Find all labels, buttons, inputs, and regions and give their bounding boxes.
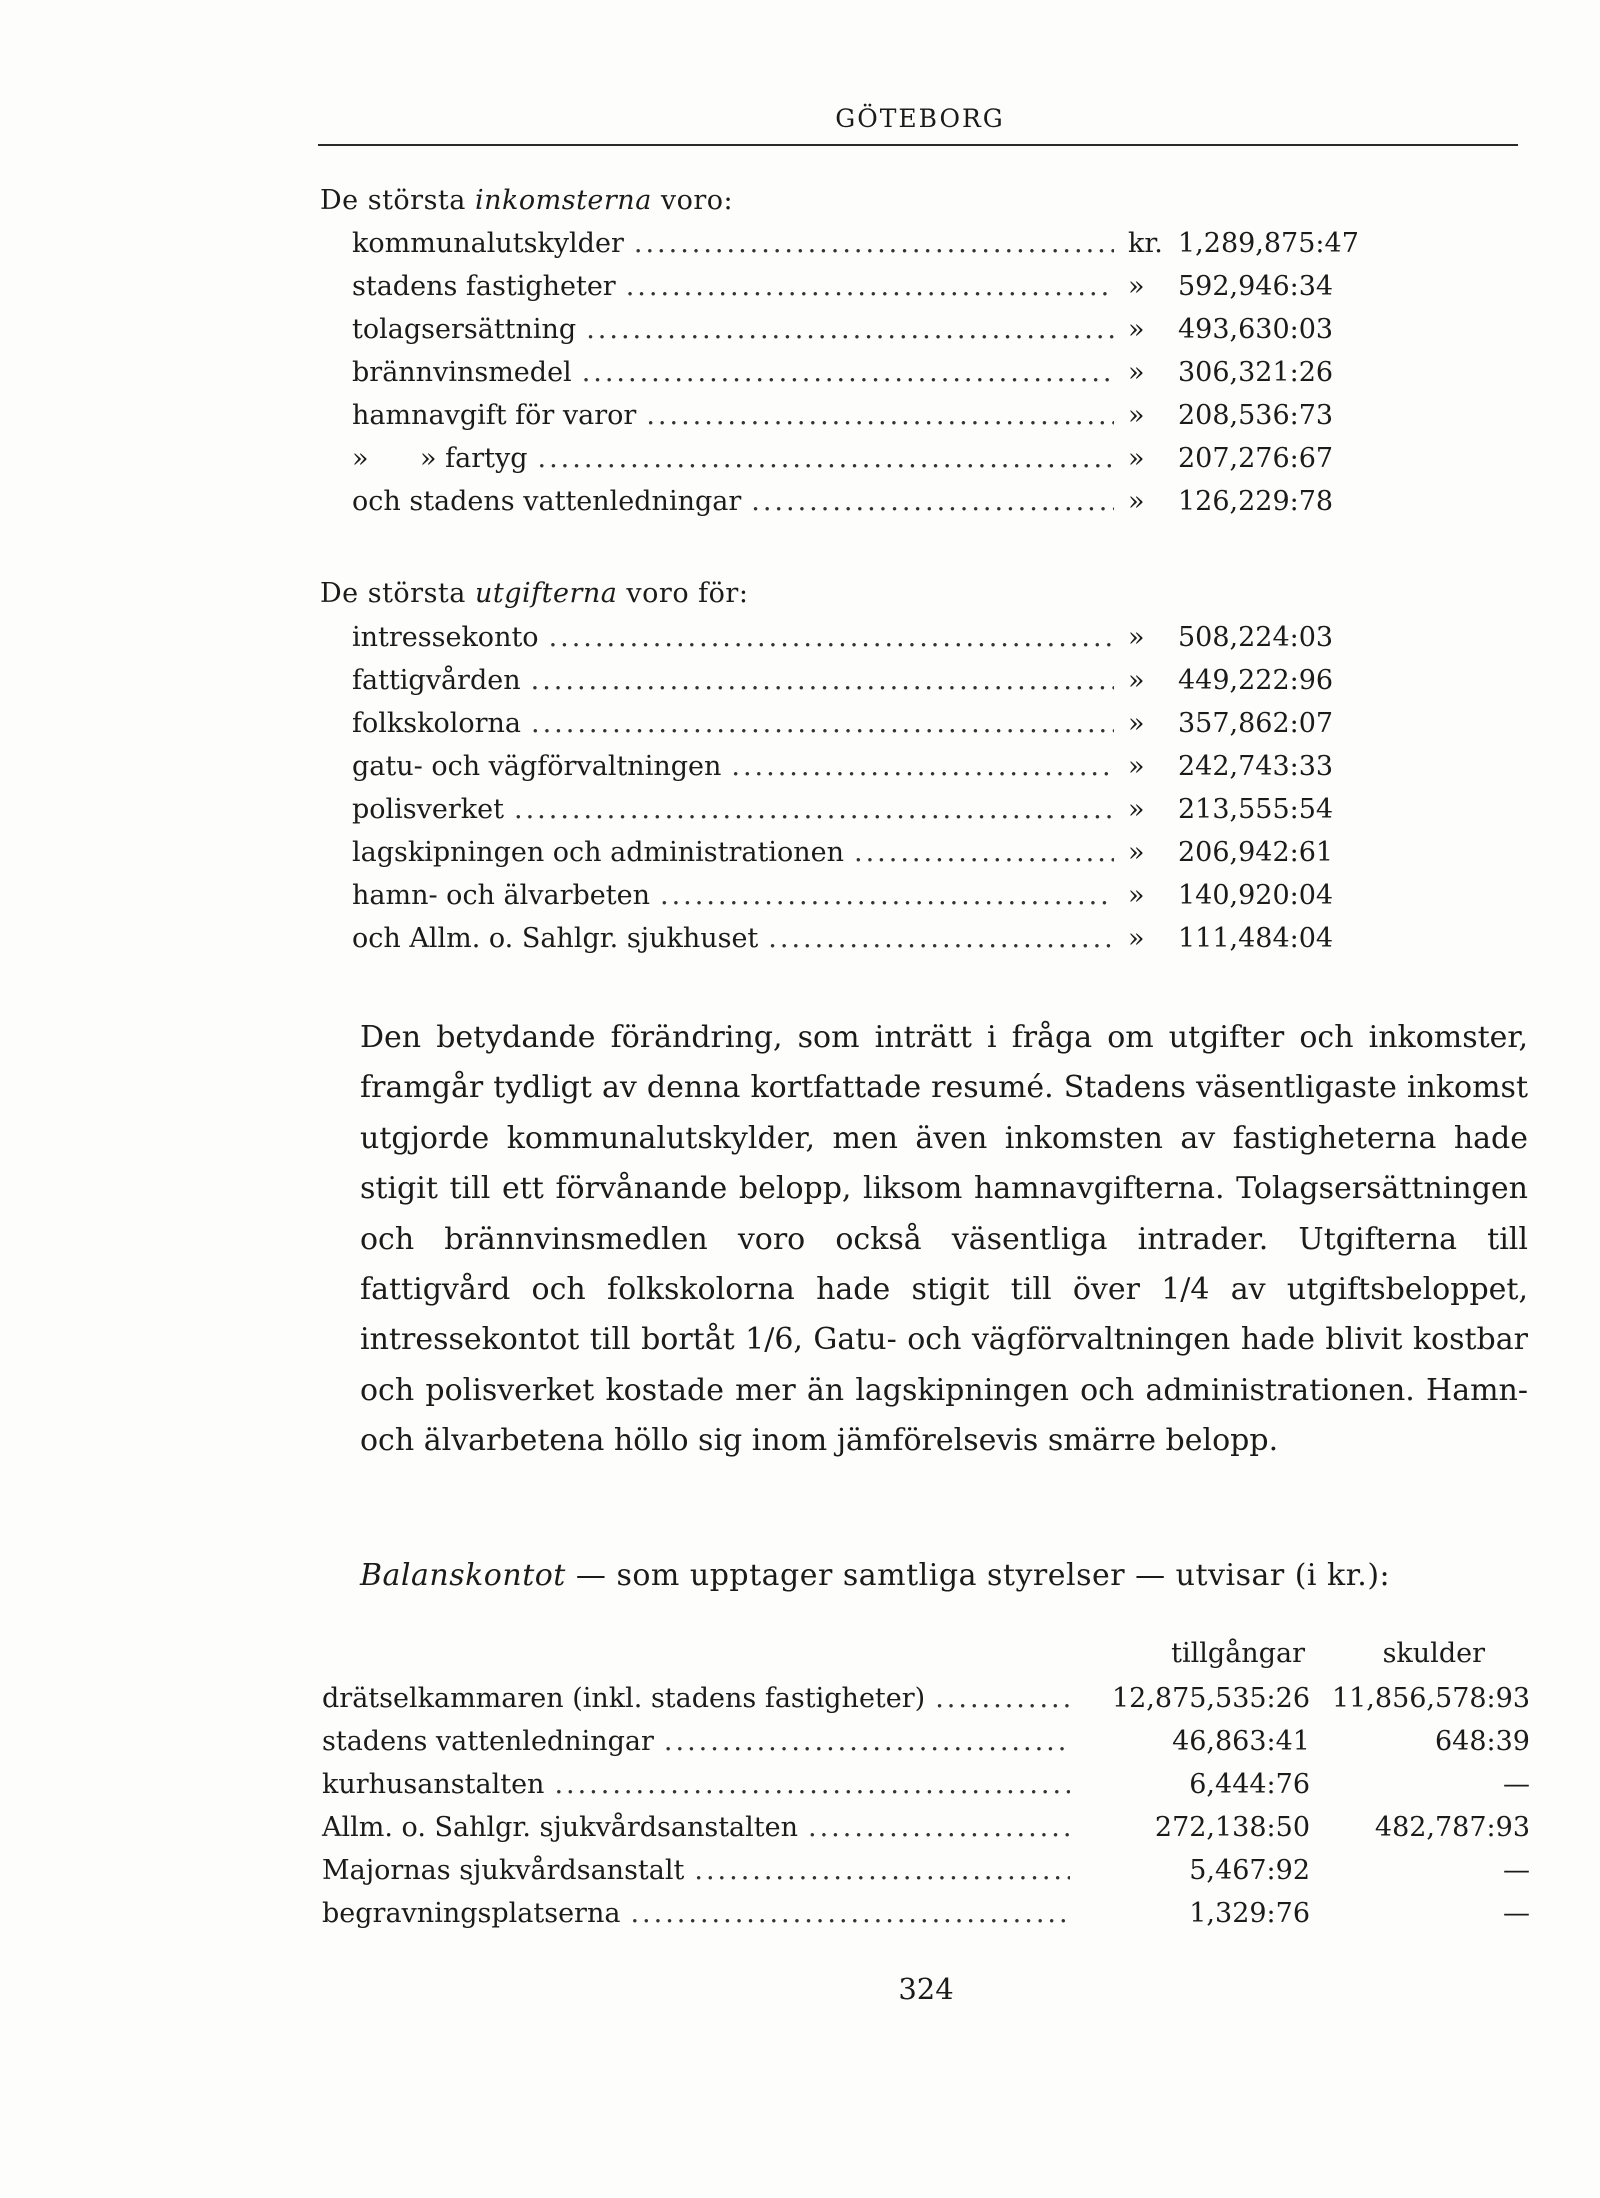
balance-row <box>322 1855 1530 1898</box>
balance-assets: 5,467:92 <box>1189 1855 1310 1886</box>
dot-leader <box>549 622 1114 653</box>
entry-label: och Allm. o. Sahlgr. sjukhuset <box>352 923 759 954</box>
entry-label: folkskolorna <box>352 708 522 739</box>
entry-unit: » <box>1128 622 1145 653</box>
dot-leader <box>664 1726 1070 1757</box>
balance-debts: 648:39 <box>1435 1726 1530 1757</box>
dot-leader <box>582 357 1114 388</box>
entry-label: hamnavgift för varor <box>352 400 637 431</box>
dot-leader <box>935 1683 1070 1714</box>
income-heading-post: voro: <box>651 185 734 216</box>
dot-leader <box>531 708 1114 739</box>
entry-amount: 140,920:04 <box>1178 880 1334 911</box>
income-entry <box>352 443 1334 486</box>
entry-unit: » <box>1128 923 1145 954</box>
balance-assets: 46,863:41 <box>1172 1726 1310 1757</box>
body-paragraph: Den betydande förändring, som inträtt i fråga om utgifter och inkomster, framgår tydligt av denna kortfattade resumé. Stadens väsentligaste inkomst utgjorde kommunalutskylder, men även inkomsten av fastigheterna hade stigit till ett förvånande belopp, liksom hamnavgifterna. Tolagsersättningen och brännvinsmedlen voro också väsentliga intrader. Utgifterna till fattigvård och folkskolorna hade stigit till över 1/4 av utgiftsbeloppet, intressekontot till bortåt 1/6, Gatu- och vägförvaltningen hade blivit kostbar och polisverket kostade mer än lagskipningen och administrationen. Hamn- och älvarbetena höllo sig inom jämförelsevis smärre belopp. <box>360 1020 1528 1459</box>
balance-row <box>322 1812 1530 1855</box>
entry-label: » » fartyg <box>352 443 528 474</box>
dot-leader <box>554 1769 1070 1800</box>
expense-entry <box>352 708 1334 751</box>
entry-label: intressekonto <box>352 622 539 653</box>
expense-entry <box>352 622 1334 665</box>
expenses-heading-pre: De största <box>320 578 475 609</box>
entry-amount: 206,942:61 <box>1178 837 1334 868</box>
expense-entry <box>352 923 1334 966</box>
entry-unit: » <box>1128 400 1145 431</box>
dot-leader <box>808 1812 1070 1843</box>
column-header-debts: skulder <box>1382 1638 1485 1669</box>
entry-amount: 208,536:73 <box>1178 400 1334 431</box>
dot-leader <box>751 486 1114 517</box>
balance-row <box>322 1726 1530 1769</box>
dot-leader <box>514 794 1114 825</box>
balance-intro-text: — som upptager samtliga styrelser — utvisar (i kr.): <box>565 1558 1391 1593</box>
entry-unit: kr. <box>1128 228 1163 259</box>
balance-label: Majornas sjukvårdsanstalt <box>322 1855 685 1886</box>
expenses-list <box>352 622 1334 966</box>
balance-debts: 482,787:93 <box>1374 1812 1530 1843</box>
entry-label: fattigvården <box>352 665 521 696</box>
entry-amount: 306,321:26 <box>1178 357 1334 388</box>
balance-debts: — <box>1503 1769 1530 1800</box>
header-rule <box>318 144 1518 146</box>
income-entry <box>352 228 1359 271</box>
balance-assets: 6,444:76 <box>1189 1769 1310 1800</box>
balance-label: kurhusanstalten <box>322 1769 545 1800</box>
dot-leader <box>646 400 1114 431</box>
balance-debts: 11,856,578:93 <box>1331 1683 1530 1714</box>
entry-unit: » <box>1128 357 1145 388</box>
income-entry <box>352 400 1334 443</box>
dot-leader <box>660 880 1114 911</box>
balance-debts: — <box>1503 1855 1530 1886</box>
entry-label: tolagsersättning <box>352 314 577 345</box>
column-header-assets: tillgångar <box>1171 1638 1305 1669</box>
entry-amount: 508,224:03 <box>1178 622 1334 653</box>
expense-entry <box>352 665 1334 708</box>
entry-label: hamn- och älvarbeten <box>352 880 651 911</box>
dot-leader <box>586 314 1114 345</box>
entry-label: kommunalutskylder <box>352 228 624 259</box>
income-heading-pre: De största <box>320 185 475 216</box>
dot-leader <box>538 443 1115 474</box>
expenses-heading-post: voro för: <box>617 578 749 609</box>
dot-leader <box>531 665 1114 696</box>
balance-label: Allm. o. Sahlgr. sjukvårdsanstalten <box>322 1812 799 1843</box>
expense-entry <box>352 751 1334 794</box>
balance-row <box>322 1898 1530 1941</box>
entry-unit: » <box>1128 443 1145 474</box>
dot-leader <box>630 1898 1070 1929</box>
entry-unit: » <box>1128 665 1145 696</box>
expenses-heading <box>320 578 748 609</box>
income-list <box>352 228 1359 529</box>
balance-assets: 12,875,535:26 <box>1111 1683 1310 1714</box>
income-heading <box>320 185 733 216</box>
entry-amount: 357,862:07 <box>1178 708 1334 739</box>
balance-intro <box>360 1558 1528 1593</box>
balance-assets: 272,138:50 <box>1154 1812 1310 1843</box>
entry-unit: » <box>1128 880 1145 911</box>
dot-leader <box>768 923 1114 954</box>
entry-label: lagskipningen och administrationen <box>352 837 844 868</box>
balance-label: drätselkammaren (inkl. stadens fastigheter) <box>322 1683 926 1714</box>
balance-table <box>322 1683 1530 1941</box>
balance-intro-emphasis: Balanskontot <box>360 1558 566 1593</box>
entry-amount: 111,484:04 <box>1178 923 1334 954</box>
entry-label: stadens fastigheter <box>352 271 616 302</box>
entry-amount: 592,946:34 <box>1178 271 1334 302</box>
entry-amount: 449,222:96 <box>1178 665 1334 696</box>
dot-leader <box>854 837 1114 868</box>
entry-unit: » <box>1128 271 1145 302</box>
income-entry <box>352 486 1334 529</box>
dot-leader <box>634 228 1114 259</box>
expense-entry <box>352 794 1334 837</box>
expense-entry <box>352 837 1334 880</box>
income-entry <box>352 271 1334 314</box>
income-entry <box>352 314 1334 357</box>
entry-unit: » <box>1128 486 1145 517</box>
entry-unit: » <box>1128 794 1145 825</box>
entry-amount: 493,630:03 <box>1178 314 1334 345</box>
entry-amount: 207,276:67 <box>1178 443 1334 474</box>
income-entry <box>352 357 1334 400</box>
income-heading-emphasis: inkomsterna <box>474 185 652 216</box>
expenses-heading-emphasis: utgifterna <box>474 578 618 609</box>
entry-label: polisverket <box>352 794 504 825</box>
balance-debts: — <box>1503 1898 1530 1929</box>
entry-label: gatu- och vägförvaltningen <box>352 751 722 782</box>
dot-leader <box>731 751 1114 782</box>
entry-amount: 242,743:33 <box>1178 751 1334 782</box>
expense-entry <box>352 880 1334 923</box>
entry-label: brännvinsmedel <box>352 357 572 388</box>
running-header: GÖTEBORG <box>835 104 1005 133</box>
entry-unit: » <box>1128 751 1145 782</box>
balance-label: begravningsplatserna <box>322 1898 621 1929</box>
balance-assets: 1,329:76 <box>1189 1898 1310 1929</box>
balance-row <box>322 1683 1530 1726</box>
balance-row <box>322 1769 1530 1812</box>
entry-unit: » <box>1128 837 1145 868</box>
entry-amount: 1,289,875:47 <box>1178 228 1359 259</box>
entry-amount: 126,229:78 <box>1178 486 1334 517</box>
page-number: 324 <box>898 1972 954 2006</box>
entry-amount: 213,555:54 <box>1178 794 1334 825</box>
entry-unit: » <box>1128 708 1145 739</box>
entry-unit: » <box>1128 314 1145 345</box>
dot-leader <box>626 271 1114 302</box>
dot-leader <box>694 1855 1070 1886</box>
balance-label: stadens vattenledningar <box>322 1726 654 1757</box>
entry-label: och stadens vattenledningar <box>352 486 742 517</box>
